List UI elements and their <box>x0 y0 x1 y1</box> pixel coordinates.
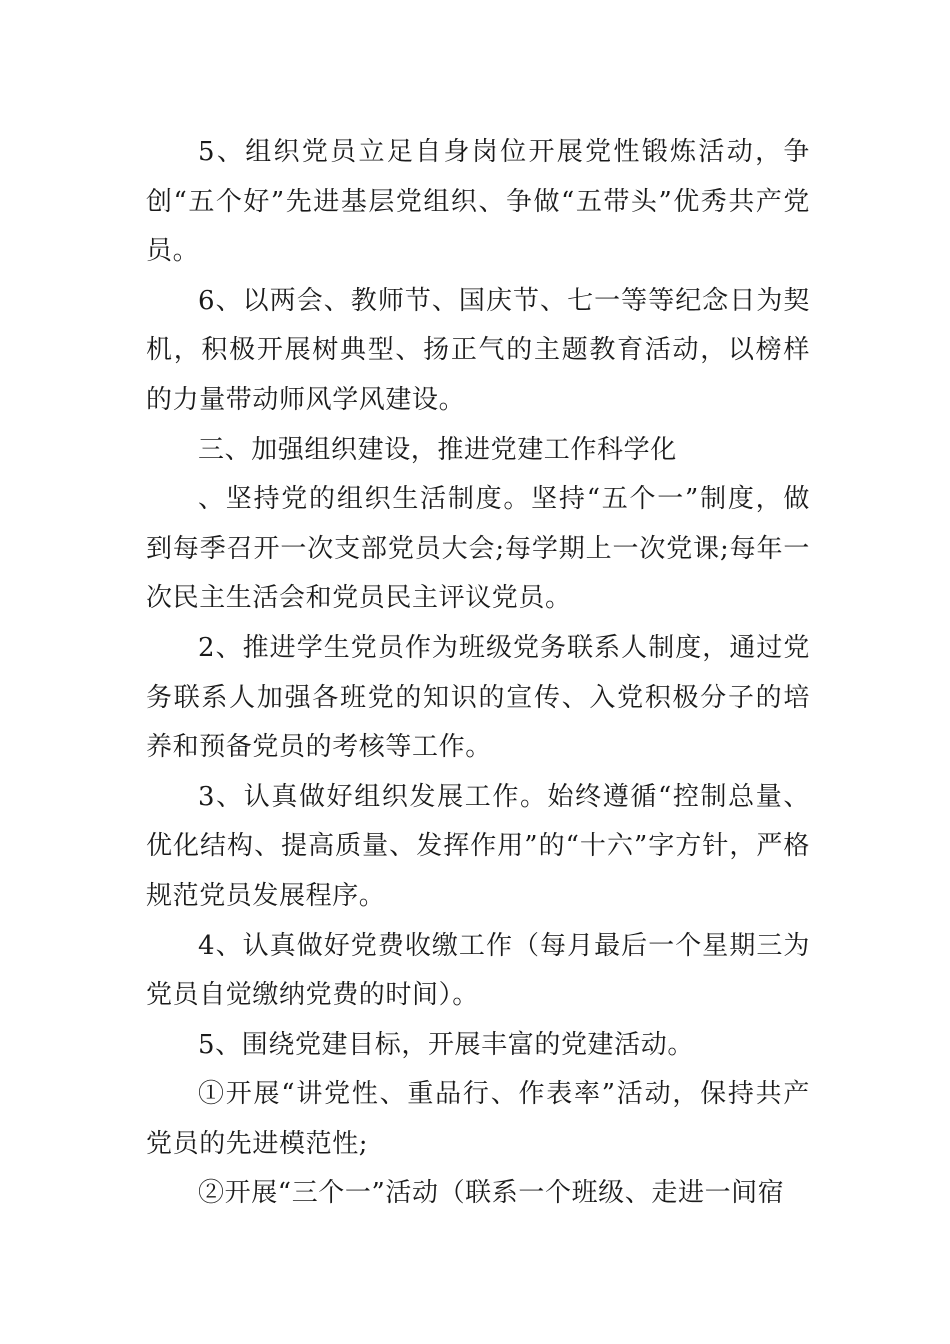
section-heading-3: 三、加强组织建设，推进党建工作科学化 <box>198 434 677 465</box>
paragraph-item-1-organization-life: 、坚持党的组织生活制度。坚持“五个一”制度，做到每季召开一次支部党员大会;每学期上一次党课;每年一次民主生活会和党员民主评议党员。 <box>146 484 810 614</box>
paragraph-item-5-goals: 5、围绕党建目标，开展丰富的党建活动。 <box>198 1029 694 1060</box>
paragraph-item-5-activities: 5、组织党员立足自身岗位开展党性锻炼活动，争创“五个好”先进基层党组织、争做“五带头”优秀共产党员。 <box>146 137 810 267</box>
paragraph-subitem-2: ②开展“三个一”活动（联系一个班级、走进一间宿 <box>198 1178 785 1209</box>
paragraph-item-4-fees: 4、认真做好党费收缴工作（每月最后一个星期三为党员自觉缴纳党费的时间）。 <box>146 930 810 1011</box>
document-body <box>146 128 810 1219</box>
paragraph-item-6-commemoration: 6、以两会、教师节、国庆节、七一等等纪念日为契机，积极开展树典型、扬正气的主题教育活动，以榜样的力量带动师风学风建设。 <box>146 285 810 415</box>
paragraph-subitem-1: ①开展“讲党性、重品行、作表率”活动，保持共产党员的先进模范性; <box>146 1079 810 1159</box>
paragraph-item-3-development: 3、认真做好组织发展工作。始终遵循“控制总量、优化结构、提高质量、发挥作用”的“十六”字方针，严格规范党员发展程序。 <box>146 781 810 911</box>
paragraph-item-2-liaison: 2、推进学生党员作为班级党务联系人制度，通过党务联系人加强各班党的知识的宣传、入党积极分子的培养和预备党员的考核等工作。 <box>146 632 810 763</box>
